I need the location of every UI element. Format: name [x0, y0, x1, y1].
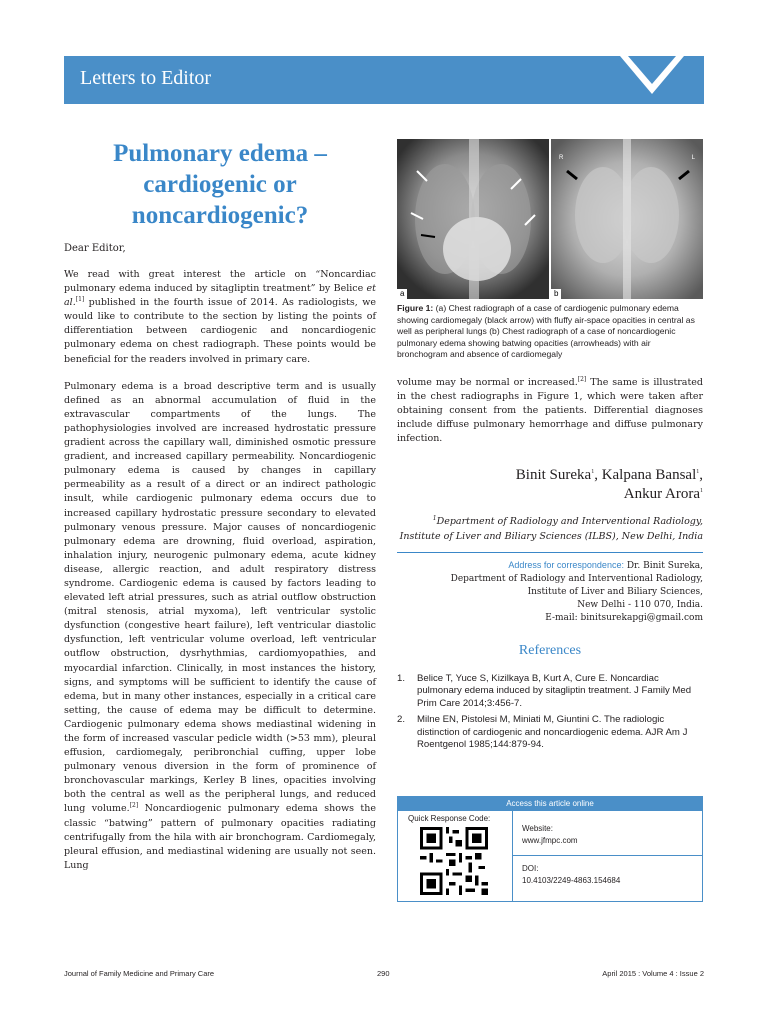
section-title: Letters to Editor	[80, 67, 212, 89]
qr-label: Quick Response Code:	[408, 814, 491, 823]
author-separator: ,	[594, 467, 602, 484]
qr-code-icon[interactable]	[420, 827, 488, 895]
references-heading: References	[518, 642, 582, 658]
paragraph-text: The same is illustrated in the chest radiographs in Figure 1, which were taken after obtaining consent from the patients. Differential diagnoses include diffuse pulmonary hemorrhage and diffuse pulmonary infection.	[397, 377, 703, 445]
affiliation-text: Department of Radiology and Interventional Radiology, Institute of Liver and Biliary Sciences (ILBS), New Delhi, India	[399, 516, 703, 542]
right-column	[397, 376, 703, 756]
author-3: Ankur Arora	[623, 486, 700, 503]
affiliation-marker: 1	[700, 488, 703, 495]
paragraph-text: published in the fourth issue of 2014. As radiologists, we would like to contribute to the section by listing the points of differentiation between cardiogenic and noncardiogenic pulmonary edema on chest radiograph. These points would be beneficial for the readers involved in primary care.	[64, 297, 376, 365]
website-link[interactable]: www.jfmpc.com	[522, 836, 578, 845]
paragraph-text: volume may be normal or increased.	[397, 377, 578, 388]
chest-xray-a-image	[397, 139, 549, 299]
caption-label: Figure 1:	[397, 303, 434, 313]
caption-text: (a) Chest radiograph of a case of cardiogenic pulmonary edema showing cardiomegaly (black arrow) with fluffy air-space opacities in central as well as peripheral lungs (b) Chest radiograph of a case of noncardiogenic pulmonary edema showing batwing opacities (arrowheads) with air bronchogram and absence of cardiomegaly	[397, 303, 695, 360]
reference-item	[397, 673, 703, 711]
author-name	[624, 486, 703, 502]
reference-text[interactable]: Belice T, Yuce S, Kizilkaya B, Kurt A, Cure E. Noncardiac pulmonary edema induced by sitagliptin treatment. J Family Med Prim Care 2014;3:456-7.	[417, 672, 692, 709]
author-separator: ,	[699, 467, 703, 484]
affiliation-marker: 1	[432, 515, 437, 523]
author-2: Kalpana Bansal	[601, 467, 697, 484]
correspondence-name: Dr. Binit Sureka,	[623, 560, 703, 571]
affiliation-marker: 1	[591, 469, 595, 476]
correspondence-label: Address for correspondence:	[508, 559, 624, 570]
affiliation	[397, 512, 703, 543]
email-link[interactable]: E-mail: binitsurekapgi@gmail.com	[545, 612, 703, 623]
citation-link[interactable]: [2]	[129, 802, 139, 810]
address-line: Institute of Liver and Biliary Sciences,	[527, 586, 703, 597]
radiograph-b	[551, 139, 703, 299]
body-paragraph-3	[397, 376, 703, 446]
panel-label-b: b	[551, 289, 561, 299]
paragraph-text: Pulmonary edema is a broad descriptive term and is usually defined as an abnormal accumulation of fluid in the extravascular compartments of the lungs. The pathophysiologies involved are increased hydrostatic pressure gradient across the capillary wall, diminished osmotic pressure gradient, and increased capillary permeability. Noncardiogenic pulmonary edema is caused by changes in capillary permeability as a result of a direct or an indirect pathologic insult, while cardiogenic pulmonary edema occurs due to increased capillary hydrostatic pressure secondary to elevated pulmonary venous pressure. Major causes of noncardiogenic pulmonary edema are drowning, fluid overload, aspiration, inhalation injury, neurogenic pulmonary edema, acute kidney disease, allergic reaction, and adult respiratory distress syndrome. Cardiogenic edema is caused by factors leading to elevated left atrial pressures, such as atrial outflow obstruction (mitral stenosis, atrial myxoma), left ventricular systolic dysfunction (congestive heart failure), left ventricular diastolic dysfunction, left ventricular volume overload, left ventricular outflow obstruction, dysrhythmias, cardiomyopathies, and myocardial infarction. Clinically, in most instances the history, signs, and symptoms will be sufficient to identify the cause of edema, but in many other instances, especially in a critical care setting, the cause of edema may be difficult to determine. Cardiogenic pulmonary edema shows mediastinal widening in the form of increased vascular pedicle width (>53 mm), pleural effusion, cardiomegaly, peribronchial cuffing, upper lobe pulmonary venous diversion in the form of prominence of bronchovascular markings, Kerley B lines, opacities involving both the central as well as the peripheral lungs, and reduced lung volume.	[64, 380, 376, 815]
et-al: et al.	[64, 283, 376, 309]
divider	[512, 855, 702, 856]
radiograph-a	[397, 139, 549, 299]
reference-item	[397, 714, 703, 752]
body-paragraph-2	[64, 380, 376, 873]
body-paragraph-1	[64, 268, 376, 367]
correspondence-heading	[397, 559, 703, 573]
figure-caption	[397, 303, 703, 361]
doi-link[interactable]: 10.4103/2249-4863.154684	[522, 876, 621, 885]
figure-1	[397, 139, 703, 299]
correspondence-block	[397, 559, 703, 625]
qr-cell	[398, 811, 513, 901]
page-number: 290	[377, 969, 390, 978]
citation-link[interactable]: [1]	[75, 296, 85, 304]
website-block	[522, 823, 578, 847]
journal-name: Journal of Family Medicine and Primary Care	[64, 969, 215, 978]
website-label: Website:	[522, 824, 553, 833]
author-name	[602, 467, 700, 483]
paragraph-text: We read with great interest the article on “Noncardiac pulmonary edema induced by sitagliptin treatment” by Belice	[64, 269, 376, 295]
author-name	[516, 467, 594, 483]
author-1: Binit Sureka	[515, 467, 592, 484]
address-line: New Delhi - 110 070, India.	[577, 599, 703, 610]
panel-label-a: a	[397, 289, 407, 299]
paragraph-text: Noncardiogenic pulmonary edema shows the classic “batwing” pattern of pulmonary opacities radiating centrifugally from the hila with air bronchogram. Cardiomegaly, pleural effusion, and mediastinal widening are usually not seen. Lung	[64, 803, 376, 871]
address-line: Department of Radiology and Interventional Radiology,	[450, 573, 703, 584]
author-list	[397, 466, 703, 504]
article-title: Pulmonary edema – cardiogenic or noncardiogenic?	[113, 140, 327, 229]
affiliation-marker: 1	[696, 469, 700, 476]
divider	[397, 552, 703, 553]
section-banner	[64, 56, 704, 104]
citation-link[interactable]: [2]	[577, 375, 587, 383]
access-box	[397, 796, 703, 902]
banner-chevron-icon	[594, 56, 704, 104]
side-marker-l: L	[691, 155, 695, 161]
doi-block	[522, 863, 620, 887]
reference-number: 2.	[397, 714, 406, 726]
chest-xray-b-image	[551, 139, 703, 299]
reference-number: 1.	[397, 672, 406, 684]
salutation: Dear Editor,	[64, 243, 126, 254]
issue-info: April 2015 : Volume 4 : Issue 2	[602, 969, 704, 978]
side-marker-r: R	[559, 155, 564, 161]
doi-label: DOI:	[522, 864, 539, 873]
reference-text[interactable]: Milne EN, Pistolesi M, Miniati M, Giuntini C. The radiologic distinction of cardiogenic and noncardiogenic edema. AJR Am J Roentgenol 1985;144:879-94.	[417, 714, 688, 751]
access-header: Access this article online	[398, 797, 702, 811]
left-column	[64, 138, 376, 886]
